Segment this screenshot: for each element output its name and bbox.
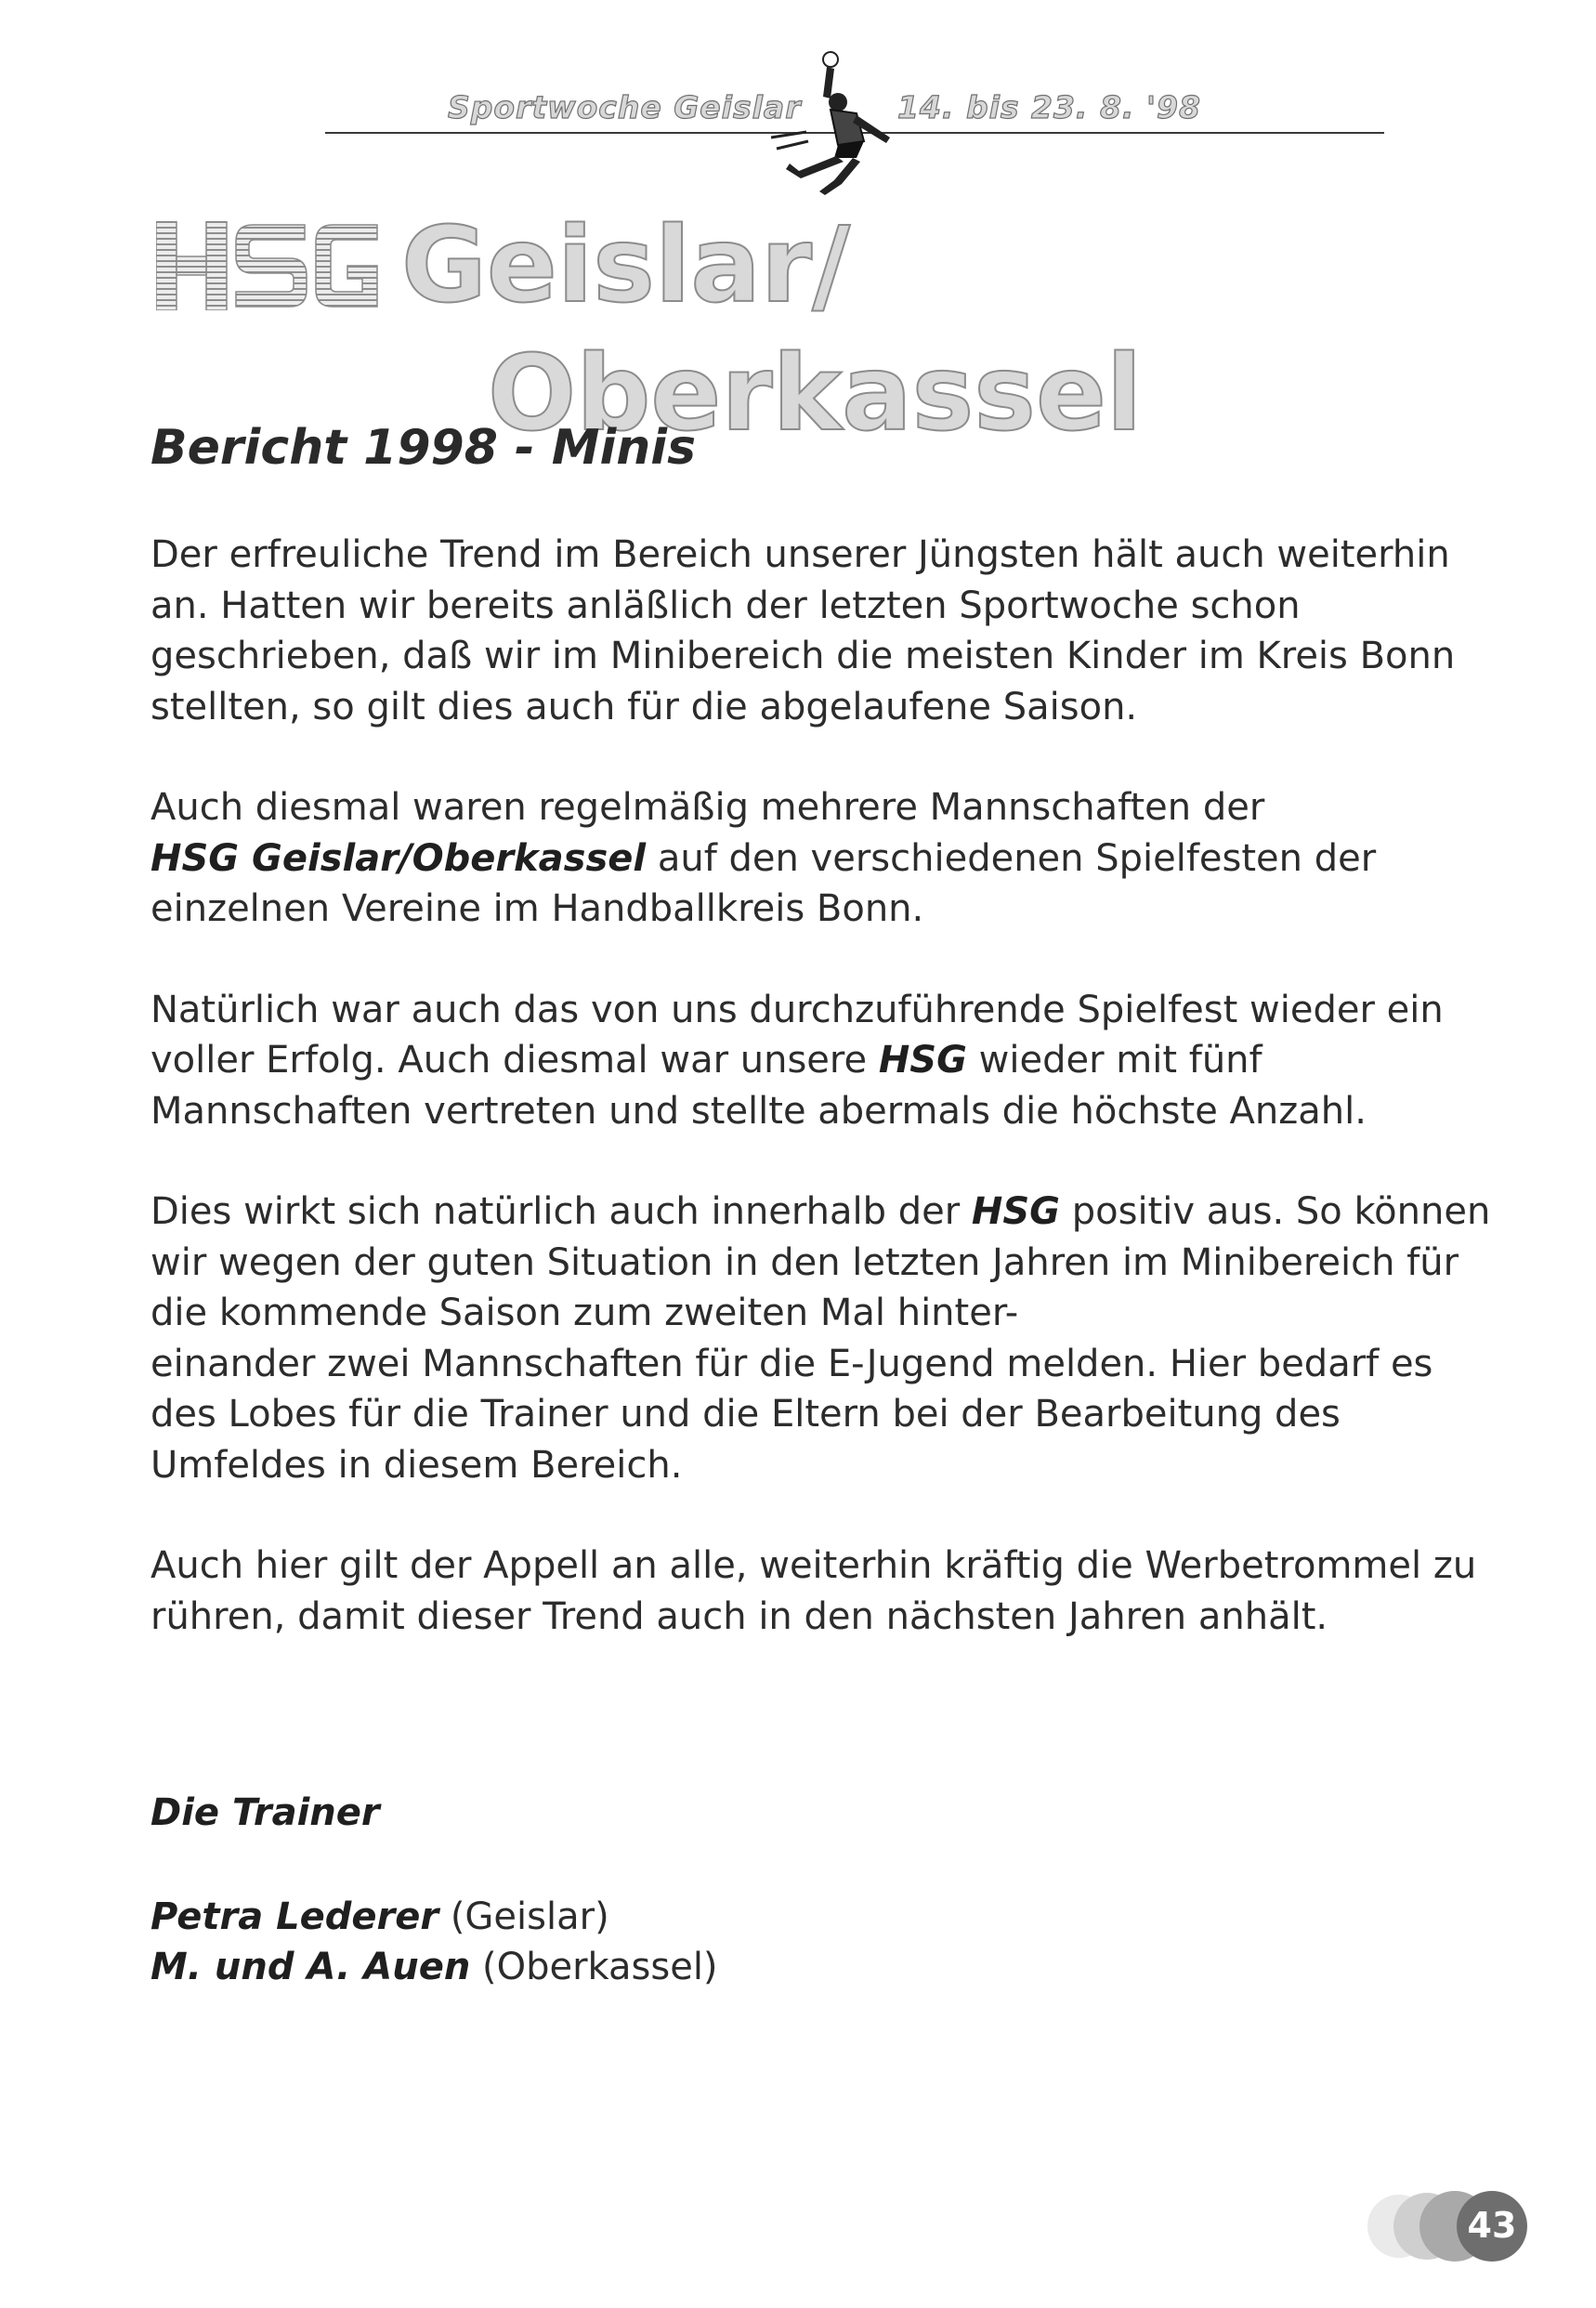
article-body <box>150 530 1507 1692</box>
paragraph-5 <box>150 1541 1507 1642</box>
paragraph-4-text-a: Dies wirkt sich natürlich auch innerhalb der <box>150 1190 961 1233</box>
trainer-name: Petra Lederer <box>150 1895 439 1938</box>
paragraph-5-text: Auch hier gilt der Appell an alle, weiterhin kräftig die Werbetrommel zu rühren, damit dieser Trend auch in den nächsten Jahren anhält. <box>150 1544 1477 1638</box>
section-heading: Bericht 1998 - Minis <box>150 420 697 476</box>
hsg-logo-mark <box>156 221 379 310</box>
paragraph-4-text-c2: einander zwei Mannschaften für die E-Jugend melden. Hier bedarf es des Lobes für die Trainer und die Eltern bei der Bearbeitung des Umfeldes in diesem Bereich. <box>150 1342 1433 1487</box>
paragraph-1-text: Der erfreuliche Trend im Bereich unserer Jüngsten hält auch weiterhin an. Hatten wir bereits anläßlich der letzten Sportwoche schon geschrieben, daß wir im Minibereich die meisten Kinder im Kreis Bonn stellten, so gilt dies auch für die abgelaufene Saison. <box>150 533 1456 728</box>
hsg-emphasis: HSG <box>878 1039 967 1082</box>
signoff: Die Trainer <box>150 1791 380 1834</box>
paragraph-3 <box>150 985 1507 1137</box>
paragraph-2-text-c: auf den verschiedenen Spielfesten der einzelnen Vereine im Handballkreis Bonn. <box>150 836 1377 930</box>
page-number: 43 <box>1467 2205 1517 2246</box>
paragraph-2 <box>150 782 1507 935</box>
paragraph-4-text-c1: positiv aus. So können wir wegen der guten Situation in den letzten Jahren im Minibereich für die kommende Saison zum zweiten Mal hinter- <box>150 1190 1491 1334</box>
paragraph-3-text-a: Natürlich war auch das von uns durchzuführende Spielfest wieder ein voller Erfolg. Auch diesmal war unsere <box>150 988 1444 1082</box>
trainer-name: M. und A. Auen <box>150 1946 471 1988</box>
paragraph-2-text-a: Auch diesmal waren regelmäßig mehrere Mannschaften der <box>150 786 1265 829</box>
trainer-list <box>150 1892 1079 1992</box>
paragraph-4 <box>150 1187 1507 1490</box>
trainer-place: (Geislar) <box>450 1895 609 1938</box>
hsg-logo <box>156 216 379 334</box>
trainer-entry <box>150 1892 1079 1942</box>
trainer-entry <box>150 1942 1079 1992</box>
trainer-place: (Oberkassel) <box>482 1946 718 1988</box>
paragraph-3-text-c: wieder mit fünf Mannschaften vertreten und stellte abermals die höchste Anzahl. <box>150 1039 1367 1133</box>
paragraph-1 <box>150 530 1507 732</box>
title-line-1: Geislar/ <box>401 205 851 326</box>
title-line-2: Oberkassel <box>488 334 1143 454</box>
club-name-emphasis: HSG Geislar/Oberkassel <box>150 836 647 880</box>
running-header <box>325 85 1384 141</box>
club-title <box>156 206 1271 453</box>
hsg-logo-text: HSG <box>156 221 159 222</box>
header-event-name: Sportwoche Geislar <box>442 89 806 125</box>
hsg-emphasis: HSG <box>971 1190 1061 1233</box>
header-dates: 14. bis 23. 8. '98 <box>892 89 1207 125</box>
